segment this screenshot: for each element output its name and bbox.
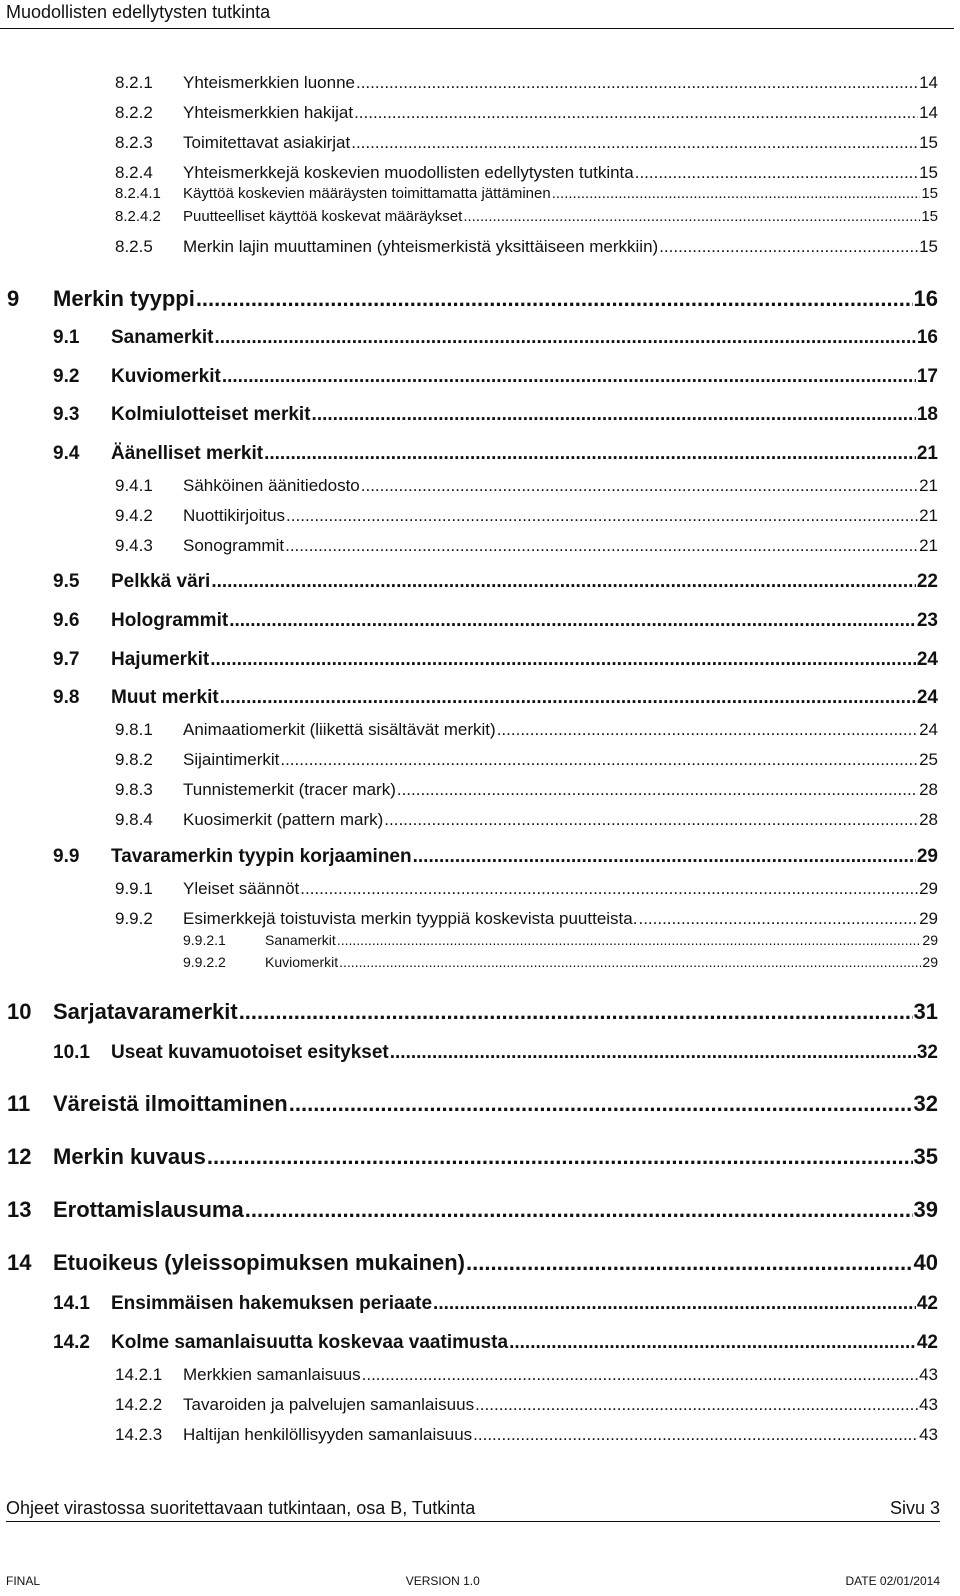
toc-entry-number: 9.9 [53, 846, 80, 867]
toc-entry[interactable] [0, 1001, 938, 1023]
toc-entry[interactable] [0, 1333, 938, 1352]
toc-entry-number: 9.9.2.1 [183, 932, 226, 948]
toc-entry[interactable] [0, 1043, 938, 1062]
toc-dot-leader [384, 811, 918, 828]
footer-page-number: Sivu 3 [889, 1498, 940, 1518]
toc-entry-title: Sijaintimerkit [183, 750, 280, 769]
toc-entry-page: 15 [919, 163, 938, 182]
toc-entry[interactable] [0, 650, 938, 669]
toc-entry-title: Hologrammit [111, 610, 229, 631]
toc-entry-page: 29 [919, 909, 938, 928]
toc-entry[interactable] [0, 751, 938, 768]
toc-dot-leader [509, 1333, 916, 1352]
toc-entry-page: 18 [916, 404, 938, 425]
toc-entry-title: Tavaramerkin tyypin korjaaminen [111, 846, 412, 867]
toc-entry-title: Pelkkä väri [111, 571, 211, 592]
toc-dot-leader [356, 74, 918, 91]
toc-entry[interactable] [0, 238, 938, 255]
toc-entry-title: Merkin lajin muuttaminen (yhteismerkistä yksittäiseen merkkiin) [183, 237, 659, 256]
toc-entry-page: 16 [916, 327, 938, 348]
toc-entry-page: 24 [916, 687, 938, 708]
toc-entry-number: 8.2.4 [115, 163, 153, 182]
toc-entry-page: 24 [919, 720, 938, 739]
toc-entry-number: 14 [7, 1250, 32, 1275]
toc-entry-number: 9.7 [53, 649, 80, 670]
toc-dot-leader [280, 751, 918, 768]
toc-entry[interactable] [0, 1366, 938, 1383]
toc-entry-number: 9.4.3 [115, 536, 153, 555]
toc-entry-number: 9.5 [53, 571, 80, 592]
toc-entry-title: Useat kuvamuotoiset esitykset [111, 1042, 389, 1063]
toc-entry[interactable] [0, 721, 938, 738]
toc-dot-leader [475, 1396, 918, 1413]
toc-entry[interactable] [0, 104, 938, 121]
toc-entry-number: 9.9.2.2 [183, 954, 226, 970]
toc-entry-page: 21 [919, 506, 938, 525]
toc-entry-title: Kolmiulotteiset merkit [111, 404, 311, 425]
toc-entry-page: 15 [921, 185, 938, 202]
toc-dot-leader [337, 933, 922, 947]
toc-entry[interactable] [0, 134, 938, 151]
toc-entry-number: 9.4.1 [115, 476, 153, 495]
toc-dot-leader [222, 367, 916, 386]
toc-entry[interactable] [0, 1396, 938, 1413]
toc-dot-leader [351, 134, 918, 151]
toc-dot-leader [361, 477, 918, 494]
toc-entry-number: 14.2.2 [115, 1395, 163, 1414]
toc-entry[interactable] [0, 1426, 938, 1443]
toc-entry-title: Hajumerkit [111, 649, 210, 670]
toc-dot-leader [211, 572, 916, 591]
toc-entry[interactable] [0, 444, 938, 463]
toc-entry-title: Sähköinen äänitiedosto [183, 476, 360, 495]
toc-entry-title: Väreistä ilmoittaminen [53, 1091, 288, 1116]
toc-dot-leader [220, 688, 916, 707]
toc-entry-title: Erottamislausuma [53, 1197, 244, 1222]
toc-entry-page: 15 [921, 208, 938, 225]
toc-entry-page: 29 [922, 954, 938, 970]
toc-entry[interactable] [0, 1146, 938, 1168]
toc-entry[interactable] [0, 367, 938, 386]
toc-entry[interactable] [0, 405, 938, 424]
toc-entry-page: 23 [916, 610, 938, 631]
toc-entry[interactable] [0, 1199, 938, 1221]
toc-entry[interactable] [0, 611, 938, 630]
toc-dot-leader [207, 1146, 913, 1168]
toc-entry-number: 14.1 [53, 1293, 90, 1314]
toc-entry-title: Esimerkkejä toistuvista merkin tyyppiä koskevista puutteista. [183, 909, 638, 928]
toc-entry-page: 43 [919, 1365, 938, 1384]
toc-entry[interactable] [0, 288, 938, 310]
toc-dot-leader [497, 721, 918, 738]
toc-entry-page: 21 [916, 443, 938, 464]
toc-entry-title: Kuviomerkit [111, 366, 221, 387]
toc-entry-title: Yleiset säännöt [183, 879, 300, 898]
toc-entry-number: 9.8.4 [115, 810, 153, 829]
toc-entry-title: Animaatiomerkit (liikettä sisältävät merkit) [183, 720, 496, 739]
toc-entry[interactable] [0, 74, 938, 91]
toc-dot-leader [210, 650, 916, 669]
footer-version: VERSION 1.0 [405, 1574, 480, 1588]
toc-entry-page: 28 [919, 780, 938, 799]
toc-entry-title: Kuviomerkit [265, 954, 339, 970]
toc-entry-number: 9.6 [53, 610, 80, 631]
toc-dot-leader [638, 910, 918, 927]
toc-entry-page: 14 [919, 73, 938, 92]
toc-entry[interactable] [0, 955, 938, 969]
toc-entry-number: 9.1 [53, 327, 80, 348]
document-meta-footer [6, 1574, 940, 1588]
toc-entry-page: 16 [913, 286, 938, 311]
toc-entry-page: 35 [913, 1144, 938, 1169]
toc-entry-number: 9.3 [53, 404, 80, 425]
toc-entry-page: 22 [916, 571, 938, 592]
toc-dot-leader [354, 104, 918, 121]
toc-dot-leader [312, 405, 916, 424]
toc-dot-leader [463, 209, 920, 224]
toc-entry-page: 32 [916, 1042, 938, 1063]
toc-dot-leader [239, 1001, 913, 1023]
toc-entry-title: Sanamerkit [111, 327, 214, 348]
toc-entry-page: 14 [919, 103, 938, 122]
toc-entry-title: Etuoikeus (yleissopimuksen mukainen) [53, 1250, 466, 1275]
toc-entry-number: 8.2.4.1 [115, 185, 161, 202]
toc-dot-leader [285, 537, 918, 554]
toc-dot-leader [413, 847, 916, 866]
footer-status: FINAL [6, 1574, 41, 1588]
toc-entry-title: Äänelliset merkit [111, 443, 264, 464]
footer-date: DATE 02/01/2014 [845, 1574, 940, 1588]
toc-entry[interactable] [0, 507, 938, 524]
toc-entry-number: 10.1 [53, 1042, 90, 1063]
toc-dot-leader [466, 1252, 913, 1274]
toc-entry-number: 14.2.3 [115, 1425, 163, 1444]
toc-entry-number: 9 [7, 286, 20, 311]
toc-entry-title: Tavaroiden ja palvelujen samanlaisuus [183, 1395, 475, 1414]
toc-entry-number: 13 [7, 1197, 32, 1222]
toc-entry-number: 9.8.1 [115, 720, 153, 739]
toc-entry-title: Muut merkit [111, 687, 219, 708]
toc-entry-number: 8.2.2 [115, 103, 153, 122]
toc-entry-page: 28 [919, 810, 938, 829]
toc-dot-leader [289, 1093, 913, 1115]
toc-dot-leader [552, 186, 921, 201]
page-header-title: Muodollisten edellytysten tutkinta [6, 2, 271, 22]
toc-entry-page: 29 [916, 846, 938, 867]
toc-entry-title: Haltijan henkilöllisyyden samanlaisuus [183, 1425, 473, 1444]
toc-entry-page: 24 [916, 649, 938, 670]
toc-entry-number: 9.9.2 [115, 909, 153, 928]
toc-entry-title: Kuosimerkit (pattern mark) [183, 810, 384, 829]
toc-entry-number: 10 [7, 999, 32, 1024]
toc-entry-title: Puutteelliset käyttöä koskevat määräykset [183, 208, 463, 225]
toc-dot-leader [390, 1043, 916, 1062]
toc-entry-title: Yhteismerkkien hakijat [183, 103, 354, 122]
page-footer [6, 1498, 940, 1522]
toc-dot-leader [635, 164, 918, 181]
toc-entry-number: 8.2.4.2 [115, 208, 161, 225]
toc-entry-page: 43 [919, 1395, 938, 1414]
toc-entry[interactable] [0, 328, 938, 347]
toc-entry-title: Toimitettavat asiakirjat [183, 133, 351, 152]
toc-entry-page: 21 [919, 536, 938, 555]
toc-entry[interactable] [0, 1093, 938, 1115]
toc-dot-leader [659, 238, 918, 255]
toc-entry-page: 21 [919, 476, 938, 495]
toc-entry[interactable] [0, 781, 938, 798]
toc-entry-title: Kolme samanlaisuutta koskevaa vaatimusta [111, 1332, 509, 1353]
toc-entry[interactable] [0, 847, 938, 866]
toc-entry[interactable] [0, 572, 938, 591]
toc-entry[interactable] [0, 880, 938, 897]
toc-entry-number: 9.4.2 [115, 506, 153, 525]
toc-dot-leader [397, 781, 918, 798]
toc-dot-leader [245, 1199, 913, 1221]
footer-document-title: Ohjeet virastossa suoritettavaan tutkintaan, osa B, Tutkinta [6, 1498, 476, 1518]
toc-entry-page: 42 [916, 1293, 938, 1314]
toc-entry-number: 14.2 [53, 1332, 90, 1353]
toc-entry-number: 8.2.1 [115, 73, 153, 92]
toc-entry-page: 31 [913, 999, 938, 1024]
toc-entry-page: 17 [916, 366, 938, 387]
toc-entry-page: 29 [922, 932, 938, 948]
toc-entry[interactable] [0, 1252, 938, 1274]
toc-entry[interactable] [0, 811, 938, 828]
toc-entry-title: Ensimmäisen hakemuksen periaate [111, 1293, 433, 1314]
toc-entry-number: 12 [7, 1144, 32, 1169]
toc-entry-page: 43 [919, 1425, 938, 1444]
toc-entry-number: 9.8 [53, 687, 80, 708]
toc-entry-number: 9.8.3 [115, 780, 153, 799]
toc-entry-title: Nuottikirjoitus [183, 506, 286, 525]
toc-dot-leader [196, 288, 913, 310]
toc-entry-page: 32 [913, 1091, 938, 1116]
toc-entry[interactable] [0, 537, 938, 554]
toc-entry[interactable] [0, 910, 938, 927]
toc-dot-leader [362, 1366, 918, 1383]
toc-entry-number: 8.2.3 [115, 133, 153, 152]
toc-entry-number: 8.2.5 [115, 237, 153, 256]
toc-entry[interactable] [0, 933, 938, 947]
toc-entry[interactable] [0, 688, 938, 707]
toc-dot-leader [473, 1426, 918, 1443]
toc-entry-page: 15 [919, 237, 938, 256]
toc-entry-title: Tunnistemerkit (tracer mark) [183, 780, 396, 799]
toc-entry-page: 39 [913, 1197, 938, 1222]
toc-entry-number: 9.4 [53, 443, 80, 464]
toc-dot-leader [339, 955, 921, 969]
toc-entry-title: Sarjatavaramerkit [53, 999, 238, 1024]
toc-entry[interactable] [0, 1294, 938, 1313]
toc-entry-number: 14.2.1 [115, 1365, 163, 1384]
toc-dot-leader [264, 444, 916, 463]
toc-dot-leader [300, 880, 918, 897]
toc-dot-leader [286, 507, 918, 524]
toc-entry-title: Käyttöä koskevien määräysten toimittamatta jättäminen [183, 185, 551, 202]
toc-entry-number: 11 [7, 1091, 31, 1116]
toc-entry[interactable] [0, 164, 938, 181]
toc-entry[interactable] [0, 186, 938, 201]
toc-entry-page: 25 [919, 750, 938, 769]
toc-entry-title: Sanamerkit [265, 932, 336, 948]
toc-dot-leader [229, 611, 916, 630]
toc-entry-title: Merkin tyyppi [53, 286, 195, 311]
toc-entry-title: Merkin kuvaus [53, 1144, 206, 1169]
toc-entry-title: Yhteismerkkien luonne [183, 73, 355, 92]
toc-entry[interactable] [0, 477, 938, 494]
toc-dot-leader [433, 1294, 916, 1313]
toc-entry-title: Yhteismerkkejä koskevien muodollisten edellytysten tutkinta [183, 163, 634, 182]
toc-entry-page: 40 [913, 1250, 938, 1275]
toc-entry-page: 15 [919, 133, 938, 152]
toc-dot-leader [214, 328, 915, 347]
toc-entry-title: Sonogrammit [183, 536, 285, 555]
toc-entry-page: 42 [916, 1332, 938, 1353]
toc-entry[interactable] [0, 209, 938, 224]
toc-entry-page: 29 [919, 879, 938, 898]
toc-entry-number: 9.8.2 [115, 750, 153, 769]
toc-entry-number: 9.9.1 [115, 879, 153, 898]
toc-entry-title: Merkkien samanlaisuus [183, 1365, 361, 1384]
toc-entry-number: 9.2 [53, 366, 80, 387]
